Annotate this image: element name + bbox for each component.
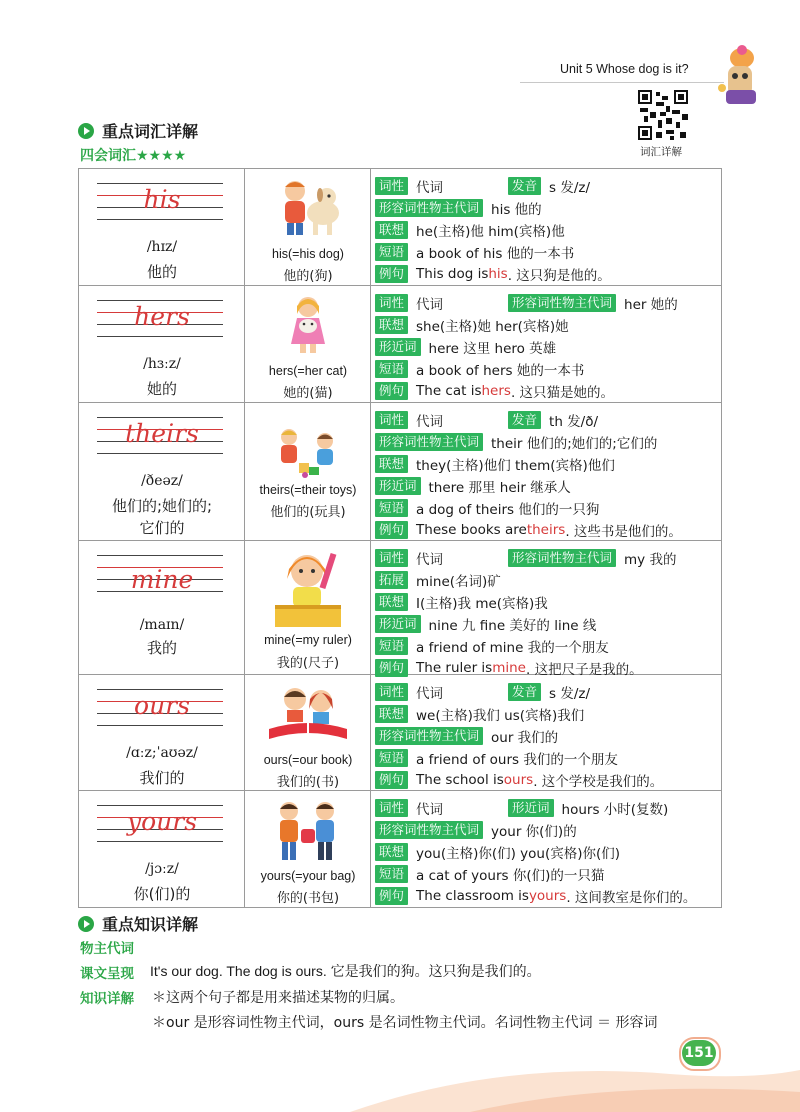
qr-label: 词汇详解: [640, 146, 682, 158]
info-cell: [371, 403, 721, 540]
picture-caption-zh: 她的(猫): [283, 386, 333, 401]
label-knowledge-detail: 知识详解: [80, 991, 134, 1007]
tag-label: 形容词性物主代词: [375, 433, 483, 451]
kids-reading-book-illustration: [265, 683, 351, 743]
example-pre: The cat is: [416, 383, 482, 399]
example-post: . 这个学校是我们的。: [533, 774, 664, 790]
girl-with-ruler-illustration: [267, 549, 349, 629]
tag-label: 发音: [508, 683, 541, 701]
picture-cell: [245, 286, 371, 402]
word-hers: hers: [134, 302, 190, 331]
picture-caption-zh: 他们的(玩具): [270, 505, 346, 520]
meaning: 她的: [146, 380, 177, 398]
tag-label: 例句: [375, 265, 408, 283]
info-text: 代词: [416, 686, 444, 702]
info-line: [375, 519, 721, 541]
meaning: 我的: [146, 639, 177, 657]
info-text: a dog of theirs 他们的一只狗: [416, 502, 600, 518]
phonetic: /hɪz/: [146, 239, 178, 255]
picture-caption-zh: 他的(狗): [283, 269, 333, 284]
picture-caption-en: ours(=our book): [263, 753, 353, 767]
tag-label: 短语: [375, 749, 408, 767]
tag-label: 词性: [375, 294, 408, 312]
info-line: [375, 769, 721, 791]
boy-with-dog-illustration: [271, 177, 345, 237]
info-cell: [371, 541, 721, 678]
info-line: [375, 819, 721, 841]
vocab-row-hers: [79, 286, 721, 403]
vocab-row-yours: [79, 791, 721, 907]
tag-label: 词性: [375, 683, 408, 701]
kids-with-toys-illustration: [271, 423, 345, 483]
info-text: 代词: [416, 802, 444, 818]
word-cell: [79, 675, 245, 790]
picture-caption-zh: 你的(书包): [276, 891, 340, 906]
info-text: th 发/ð/: [549, 414, 599, 430]
example-pre: The school is: [416, 772, 504, 788]
tag-label: 形容词性物主代词: [375, 199, 483, 217]
tag-label: 联想: [375, 843, 408, 861]
picture-caption-zh: 我们的(书): [276, 775, 340, 790]
vocab-row-his: [79, 169, 721, 286]
tag-label: 联想: [375, 221, 408, 239]
word-mine: mine: [130, 565, 194, 594]
info-line: [375, 292, 721, 314]
tag-label: 形近词: [375, 615, 421, 633]
picture-caption-en: hers(=her cat): [268, 364, 348, 378]
tag-label: 联想: [375, 593, 408, 611]
picture-caption-zh: 我的(尺子): [276, 656, 340, 671]
phonetic: /ɑːz;ˈaʊəz/: [126, 745, 198, 761]
info-text: your 你(们)的: [491, 824, 577, 840]
tag-label: 短语: [375, 243, 408, 261]
tag-label: 形容词性物主代词: [508, 549, 616, 567]
info-text: mine(名词)矿: [416, 574, 501, 590]
tag-label: 联想: [375, 455, 408, 473]
info-text: I(主格)我 me(宾格)我: [416, 596, 548, 612]
text-presentation: It's our dog. The dog is ours. 它是我们的狗。这只狗是我们的。: [150, 963, 541, 979]
tag-label: 发音: [508, 411, 541, 429]
knowledge-topic: 物主代词: [80, 941, 134, 957]
info-text: their 他们的;她们的;它们的: [491, 436, 658, 452]
info-text: a book of hers 她的一本书: [416, 363, 585, 379]
info-text: s 发/z/: [549, 180, 591, 196]
info-text: a friend of ours 我们的一个朋友: [416, 752, 618, 768]
info-line: [375, 841, 721, 863]
info-line: [375, 569, 721, 591]
info-cell: [371, 791, 721, 907]
tag-label: 形近词: [508, 799, 554, 817]
info-text: 代词: [416, 414, 444, 430]
knowledge-detail-2: ＊our 是形容词性物主代词，ours 是名词性物主代词。名词性物主代词 ＝ 形容词: [152, 1015, 658, 1031]
example-post: . 这些书是他们的。: [565, 524, 682, 540]
info-line: [375, 314, 721, 336]
tag-label: 联想: [375, 705, 408, 723]
picture-caption-en: mine(=my ruler): [264, 633, 352, 647]
info-line: [375, 197, 721, 219]
info-text: here 这里 hero 英雄: [428, 341, 557, 357]
meaning: 我们的: [139, 769, 185, 787]
star-rating: ★★★★: [136, 148, 187, 164]
example-highlight: yours: [528, 888, 567, 904]
header-rule: [520, 82, 724, 83]
info-line: [375, 547, 721, 569]
info-line: [375, 475, 721, 497]
info-line: [375, 885, 721, 907]
example-pre: The classroom is: [416, 888, 529, 904]
kids-with-bag-illustration: [269, 799, 347, 865]
info-line: [375, 241, 721, 263]
tag-label: 发音: [508, 177, 541, 195]
example-post: . 这把尺子是我的。: [525, 662, 643, 678]
info-line: [375, 431, 721, 453]
example-highlight: theirs: [526, 522, 566, 538]
word-theirs: theirs: [125, 419, 199, 448]
picture-cell: [245, 403, 371, 540]
vocab-table: [78, 168, 722, 908]
play-icon: [78, 123, 94, 139]
tag-label: 例句: [375, 887, 408, 905]
word-cell: [79, 169, 245, 285]
tag-label: 词性: [375, 799, 408, 817]
picture-caption-en: yours(=your bag): [260, 869, 356, 883]
info-cell: [371, 169, 721, 285]
tag-label: 联想: [375, 316, 408, 334]
tag-label: 例句: [375, 382, 408, 400]
info-text: his 他的: [491, 202, 542, 218]
info-line: [375, 336, 721, 358]
info-text: a book of his 他的一本书: [416, 246, 575, 262]
decorative-swoosh: [350, 1040, 800, 1112]
example-highlight: ours: [503, 772, 534, 788]
word-cell: [79, 541, 245, 674]
info-text: 代词: [416, 552, 444, 568]
info-text: they(主格)他们 them(宾格)他们: [416, 458, 615, 474]
word-cell: [79, 286, 245, 402]
tag-label: 词性: [375, 177, 408, 195]
tag-label: 拓展: [375, 571, 408, 589]
phonetic: /jɔːz/: [145, 861, 179, 877]
picture-cell: [245, 169, 371, 285]
vocab-row-theirs: [79, 403, 721, 541]
info-line: [375, 497, 721, 519]
unit-title: Unit 5 Whose dog is it?: [560, 62, 689, 76]
tag-label: 形容词性物主代词: [508, 294, 616, 312]
vocab-section-title: 重点词汇详解: [102, 122, 199, 141]
tag-label: 例句: [375, 771, 408, 789]
info-line: [375, 409, 721, 431]
subtitle-text: 四会词汇: [80, 148, 136, 164]
info-line: [375, 613, 721, 635]
tag-label: 短语: [375, 499, 408, 517]
knowledge-detail-1: ＊这两个句子都是用来描述某物的归属。: [152, 990, 404, 1006]
vocab-row-ours: [79, 675, 721, 791]
example-highlight: mine: [492, 660, 526, 676]
word-his: his: [143, 185, 181, 214]
info-text: hours 小时(复数): [561, 802, 669, 818]
info-cell: [371, 675, 721, 790]
info-line: [375, 797, 721, 819]
tag-label: 词性: [375, 549, 408, 567]
info-line: [375, 635, 721, 657]
phonetic: /ðeəz/: [141, 473, 183, 489]
picture-caption-en: theirs(=their toys): [259, 483, 357, 497]
word-yours: yours: [126, 807, 198, 836]
knowledge-section-title: 重点知识详解: [102, 915, 199, 934]
info-line: [375, 725, 721, 747]
meaning: 你(们)的: [133, 885, 191, 903]
example-pre: This dog is: [416, 266, 489, 282]
info-text: he(主格)他 him(宾格)他: [416, 224, 565, 240]
picture-caption-en: his(=his dog): [272, 247, 344, 261]
info-text: 代词: [416, 297, 444, 313]
example-post: . 这只狗是他的。: [507, 268, 611, 284]
tag-label: 短语: [375, 865, 408, 883]
tag-label: 例句: [375, 659, 408, 677]
info-text: we(主格)我们 us(宾格)我们: [416, 708, 585, 724]
info-line: [375, 453, 721, 475]
word-cell: [79, 403, 245, 540]
tag-label: 短语: [375, 637, 408, 655]
info-line: [375, 263, 721, 285]
meaning: 他的: [146, 263, 177, 281]
picture-cell: [245, 541, 371, 674]
phonetic: /hɜːz/: [143, 356, 181, 372]
info-text: my 我的: [624, 552, 677, 568]
example-highlight: hers: [481, 383, 511, 399]
info-line: [375, 219, 721, 241]
info-line: [375, 380, 721, 402]
qr-code-icon[interactable]: [636, 88, 690, 142]
vocab-row-mine: [79, 541, 721, 678]
tag-label: 形近词: [375, 477, 421, 495]
tag-label: 形容词性物主代词: [375, 821, 483, 839]
info-line: [375, 747, 721, 769]
example-highlight: his: [488, 266, 508, 282]
info-text: nine 九 fine 美好的 line 线: [428, 618, 597, 634]
example-pre: These books are: [416, 522, 527, 538]
word-ours: ours: [134, 691, 190, 720]
info-text: she(主格)她 her(宾格)她: [416, 319, 569, 335]
girl-with-cat-illustration: [271, 294, 345, 354]
info-text: a cat of yours 你(们)的一只猫: [416, 868, 605, 884]
info-cell: [371, 286, 721, 402]
info-text: you(主格)你(们) you(宾格)你(们): [416, 846, 621, 862]
info-text: there 那里 heir 继承人: [428, 480, 571, 496]
tag-label: 词性: [375, 411, 408, 429]
info-text: s 发/z/: [549, 686, 591, 702]
example-post: . 这只猫是她的。: [510, 385, 615, 401]
knowledge-section-heading: [78, 912, 198, 935]
info-line: [375, 175, 721, 197]
vocab-subtitle: [80, 145, 186, 165]
info-text: our 我们的: [491, 730, 559, 746]
info-text: 代词: [416, 180, 444, 196]
meaning: 他们的;她们的; 它们的: [111, 497, 213, 537]
page-number: 151: [682, 1040, 716, 1066]
info-text: a friend of mine 我的一个朋友: [416, 640, 609, 656]
tag-label: 形容词性物主代词: [375, 727, 483, 745]
label-text-presentation: 课文呈现: [80, 966, 134, 982]
info-line: [375, 863, 721, 885]
tag-label: 形近词: [375, 338, 421, 356]
play-icon: [78, 916, 94, 932]
word-cell: [79, 791, 245, 907]
info-text: her 她的: [624, 297, 678, 313]
example-post: . 这间教室是你们的。: [566, 890, 697, 906]
info-line: [375, 681, 721, 703]
picture-cell: [245, 675, 371, 790]
tag-label: 例句: [375, 521, 408, 539]
tag-label: 短语: [375, 360, 408, 378]
info-line: [375, 358, 721, 380]
phonetic: /maɪn/: [139, 617, 185, 633]
info-line: [375, 591, 721, 613]
vocab-section-heading: [78, 119, 198, 142]
picture-cell: [245, 791, 371, 907]
info-line: [375, 703, 721, 725]
mascot-icon: [712, 44, 760, 110]
example-pre: The ruler is: [416, 660, 493, 676]
